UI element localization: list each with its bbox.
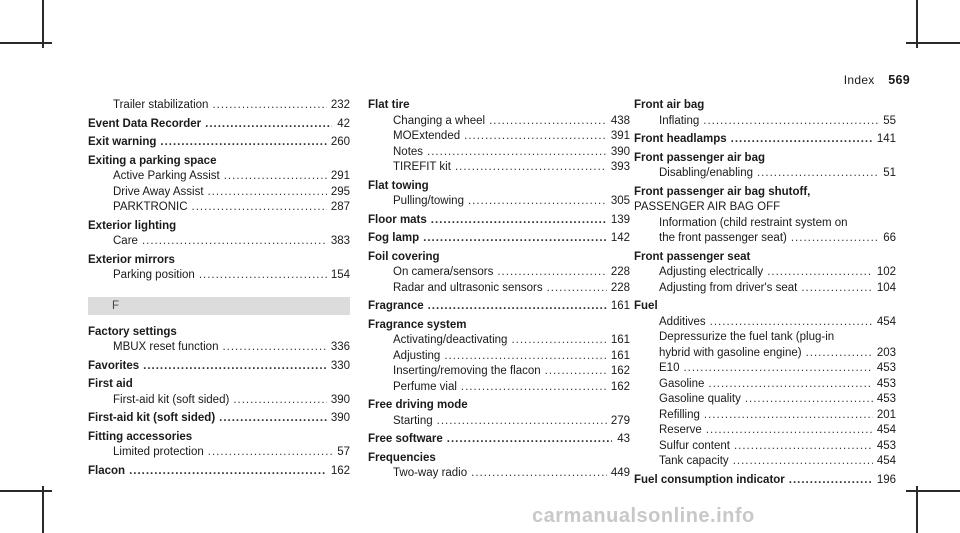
watermark: carmanualsonline.info — [532, 505, 755, 527]
index-heading[interactable]: Favorites ..... 330 — [88, 359, 350, 375]
index-subentry[interactable]: E10 ..... 453 — [634, 361, 896, 377]
index-heading: Fuel — [634, 300, 658, 312]
index-subentry[interactable]: Sulfur content ..... 453 — [634, 439, 896, 455]
crop-mark — [42, 486, 44, 533]
index-heading: Exiting a parking space — [88, 154, 217, 167]
index-subentry[interactable]: Parking position ..... 154 — [88, 268, 350, 284]
index-heading-continued: PASSENGER AIR BAG OFF — [634, 201, 781, 213]
index-entry — [634, 151, 896, 182]
index-entry — [368, 179, 630, 210]
index-subentry-text: Information (child restraint system on — [659, 216, 848, 229]
index-entry — [368, 432, 630, 448]
index-entry — [368, 250, 630, 297]
index-entry — [368, 299, 630, 315]
index-entry — [88, 411, 350, 427]
index-heading[interactable]: Fragrance ..... 161 — [368, 299, 630, 315]
index-heading: Front passenger air bag shutoff, — [634, 185, 811, 198]
index-subentry[interactable]: First-aid kit (soft sided) ..... 390 — [88, 393, 350, 409]
index-subentry[interactable]: Reserve ..... 454 — [634, 423, 896, 439]
index-subentry[interactable]: Perfume vial ..... 162 — [368, 380, 630, 396]
index-column-1 — [88, 98, 350, 482]
index-entry — [88, 464, 350, 480]
index-heading: Factory settings — [88, 325, 177, 338]
index-subentry[interactable]: Additives ..... 454 — [634, 315, 896, 331]
index-entry — [88, 154, 350, 216]
section-letter-bar: F — [88, 297, 350, 315]
index-heading: Foil covering — [368, 250, 440, 263]
index-subentry[interactable]: Notes ..... 390 — [368, 145, 630, 161]
crop-mark — [0, 490, 52, 492]
index-entry — [88, 253, 350, 284]
crop-mark — [906, 490, 960, 492]
index-heading[interactable]: First-aid kit (soft sided) ..... 390 — [88, 411, 350, 427]
index-subentry[interactable]: Starting ..... 279 — [368, 414, 630, 430]
index-subentry[interactable]: Limited protection ..... 57 — [88, 445, 350, 461]
index-subentry[interactable]: hybrid with gasoline engine) ..... 203 — [634, 346, 896, 362]
index-subentry[interactable]: Trailer stabilization ..... 232 — [88, 98, 350, 114]
index-heading[interactable]: Floor mats ..... 139 — [368, 213, 630, 229]
index-subentry[interactable]: Active Parking Assist ..... 291 — [88, 169, 350, 185]
index-subentry[interactable]: Disabling/enabling ..... 51 — [634, 166, 896, 182]
page-header — [844, 73, 910, 87]
index-heading: Exterior mirrors — [88, 253, 175, 266]
index-subentry[interactable]: Changing a wheel ..... 438 — [368, 114, 630, 130]
index-heading: Frequencies — [368, 451, 436, 464]
header-title: Index — [843, 73, 875, 87]
index-subentry[interactable]: MBUX reset function ..... 336 — [88, 340, 350, 356]
index-entry — [88, 359, 350, 375]
index-heading: First aid — [88, 378, 133, 390]
index-heading: Exterior lighting — [88, 219, 177, 232]
index-entry — [634, 98, 896, 129]
crop-mark — [906, 42, 960, 44]
index-heading: Front air bag — [634, 99, 705, 111]
index-subentry[interactable]: the front passenger seat) ..... 66 — [634, 231, 896, 247]
crop-mark — [916, 0, 918, 48]
index-entry — [88, 377, 350, 408]
index-subentry[interactable]: Refilling ..... 201 — [634, 408, 896, 424]
index-column-2 — [368, 98, 630, 485]
index-subentry[interactable]: Inflating ..... 55 — [634, 114, 896, 130]
index-entry — [368, 98, 630, 176]
index-entry — [368, 213, 630, 229]
index-subentry[interactable]: Adjusting from driver's seat ..... 104 — [634, 281, 896, 297]
index-heading[interactable]: Exit warning ..... 260 — [88, 135, 350, 151]
crop-mark — [0, 42, 52, 44]
index-heading[interactable]: Fog lamp ..... 142 — [368, 231, 630, 247]
index-heading[interactable]: Flacon ..... 162 — [88, 464, 350, 480]
index-heading: Front passenger air bag — [634, 151, 766, 164]
index-subentry[interactable]: Pulling/towing ..... 305 — [368, 194, 630, 210]
index-heading: Front passenger seat — [634, 250, 751, 263]
index-heading: Fragrance system — [368, 318, 467, 331]
index-subentry[interactable]: Two-way radio ..... 449 — [368, 466, 630, 482]
index-subentry[interactable]: Gasoline quality ..... 453 — [634, 392, 896, 408]
index-subentry[interactable]: Activating/deactivating ..... 161 — [368, 333, 630, 349]
crop-mark — [42, 0, 44, 48]
index-entry — [368, 231, 630, 247]
index-heading: Fitting accessories — [88, 430, 193, 443]
index-column-3 — [634, 98, 896, 491]
index-subentry[interactable]: MOExtended ..... 391 — [368, 129, 630, 145]
index-entry — [88, 117, 350, 133]
index-heading[interactable]: Event Data Recorder ..... 42 — [88, 117, 350, 133]
index-entry — [368, 398, 630, 429]
index-entry — [634, 473, 896, 489]
index-entry — [634, 250, 896, 297]
index-subentry[interactable]: On camera/sensors ..... 228 — [368, 265, 630, 281]
index-entry — [88, 98, 350, 114]
page-number: 569 — [888, 73, 910, 87]
index-entry — [88, 135, 350, 151]
index-heading: Free driving mode — [368, 399, 468, 411]
index-subentry-text: Depressurize the fuel tank (plug-in — [659, 331, 835, 343]
index-subentry[interactable]: PARKTRONIC ..... 287 — [88, 200, 350, 216]
index-heading[interactable]: Fuel consumption indicator ..... 196 — [634, 473, 896, 489]
index-subentry[interactable]: Care ..... 383 — [88, 234, 350, 250]
index-entry — [634, 132, 896, 148]
index-subentry[interactable]: Adjusting ..... 161 — [368, 349, 630, 365]
index-subentry[interactable]: Inserting/removing the flacon ..... 162 — [368, 364, 630, 380]
index-subentry[interactable]: TIREFIT kit ..... 393 — [368, 160, 630, 176]
index-heading[interactable]: Free software ..... 43 — [368, 432, 630, 448]
index-entry — [634, 299, 896, 470]
index-entry — [634, 185, 896, 247]
index-entry — [368, 318, 630, 396]
index-entry — [88, 325, 350, 356]
crop-mark — [916, 486, 918, 533]
index-entry — [88, 219, 350, 250]
index-subentry[interactable]: Tank capacity ..... 454 — [634, 454, 896, 470]
index-entry — [368, 451, 630, 482]
index-subentry[interactable]: Gasoline ..... 453 — [634, 377, 896, 393]
index-heading: Flat tire — [368, 99, 410, 111]
index-entry — [88, 430, 350, 461]
index-subentry[interactable]: Drive Away Assist ..... 295 — [88, 185, 350, 201]
index-subentry[interactable]: Adjusting electrically ..... 102 — [634, 265, 896, 281]
index-subentry[interactable]: Radar and ultrasonic sensors ..... 228 — [368, 281, 630, 297]
index-heading: Flat towing — [368, 179, 429, 192]
index-heading[interactable]: Front headlamps ..... 141 — [634, 132, 896, 148]
